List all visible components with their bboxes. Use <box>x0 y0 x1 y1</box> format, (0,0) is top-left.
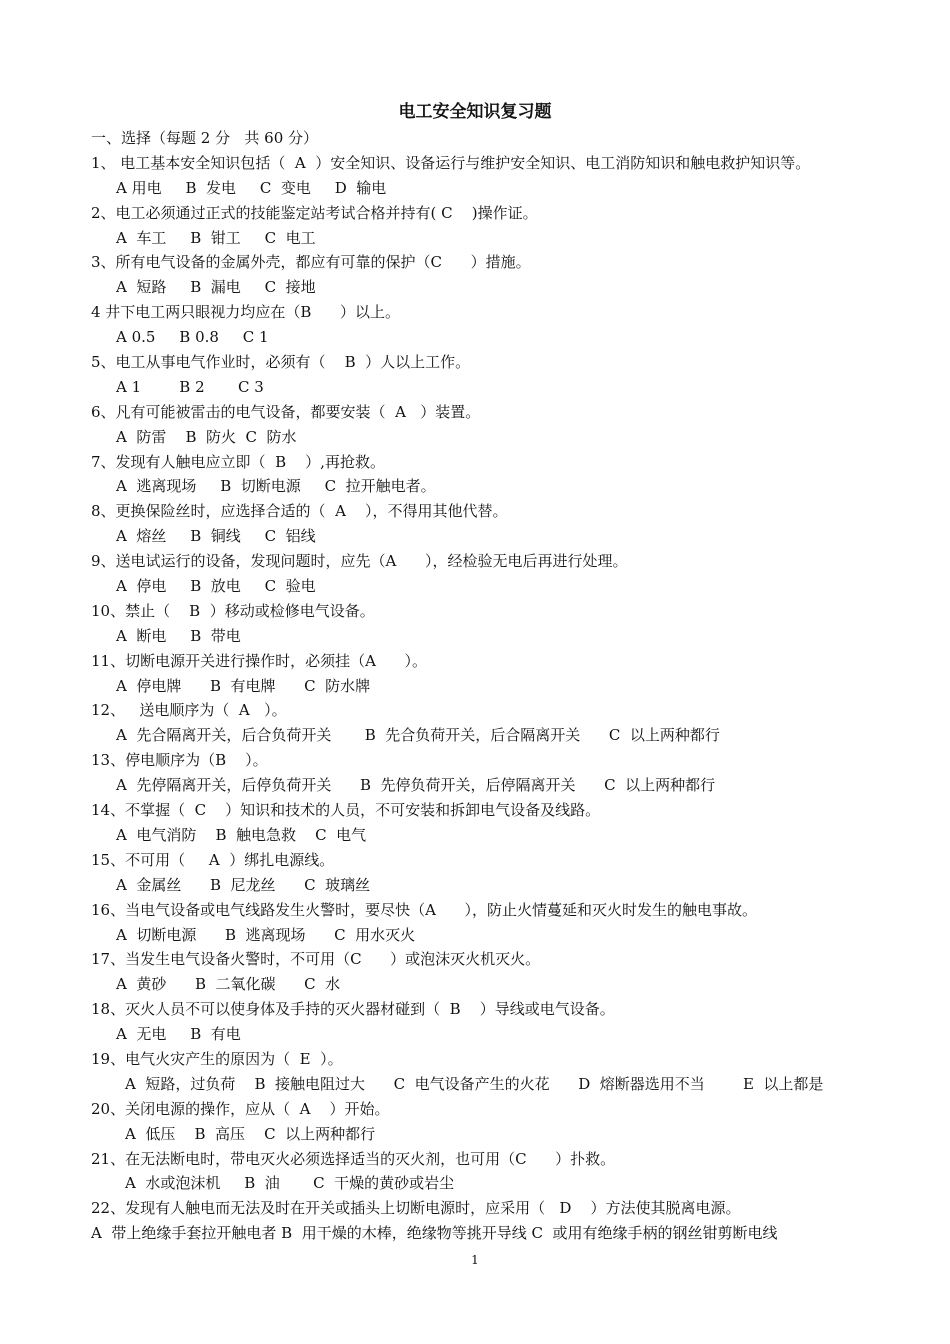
options-line: A 1 B 2 C 3 <box>116 377 264 396</box>
options-line: A 无电 B 有电 <box>116 1025 241 1044</box>
options-line: A 短路 B 漏电 C 接地 <box>116 278 316 297</box>
question-line: 5、电工从事电气作业时，必须有（ B ）人以上工作。 <box>91 353 471 372</box>
question-line: 11、切断电源开关进行操作时，必须挂（A ）。 <box>91 651 428 670</box>
question-line: 7、发现有人触电应立即（ B ）,再抢救。 <box>91 452 385 471</box>
options-line: A 停电 B 放电 C 验电 <box>116 577 316 596</box>
options-line: A 水或泡沫机 B 油 C 干燥的黄砂或岩尘 <box>125 1174 455 1193</box>
question-line: 4 井下电工两只眼视力均应在（B ）以上。 <box>91 303 400 322</box>
question-line: 9、送电试运行的设备，发现问题时，应先（A ），经检验无电后再进行处理。 <box>91 552 628 571</box>
options-line: A 逃离现场 B 切断电源 C 拉开触电者。 <box>116 477 436 496</box>
options-line: A 用电 B 发电 C 变电 D 输电 <box>116 178 387 197</box>
section-heading: 一、选择（每题 2 分 共 60 分） <box>91 129 319 147</box>
options-line: A 断电 B 带电 <box>116 626 241 645</box>
page-title: 电工安全知识复习题 <box>398 102 552 122</box>
question-line: 12、 送电顺序为（ A ）。 <box>91 701 287 720</box>
question-line: 16、当电气设备或电气线路发生火警时，要尽快（A ），防止火情蔓延和灭火时发生的触电事故。 <box>91 900 758 919</box>
question-line: 8、更换保险丝时，应选择合适的（ A ），不得用其他代替。 <box>91 502 508 521</box>
options-line: A 黄砂 B 二氧化碳 C 水 <box>116 975 341 994</box>
question-line: 10、禁止（ B ）移动或检修电气设备。 <box>91 601 375 620</box>
options-line: A 短路，过负荷 B 接触电阻过大 C 电气设备产生的火花 D 熔断器选用不当 E 以上都是 <box>125 1074 824 1093</box>
question-line: 15、不可用（ A ）绑扎电源线。 <box>91 850 335 869</box>
question-line: 2、电工必须通过正式的技能鉴定站考试合格并持有( C )操作证。 <box>91 203 538 222</box>
question-line: 20、关闭电源的操作，应从（ A ）开始。 <box>91 1099 390 1118</box>
question-line: 13、停电顺序为（B ）。 <box>91 751 268 770</box>
options-line: A 电气消防 B 触电急救 C 电气 <box>116 825 367 844</box>
question-line: 6、凡有可能被雷击的电气设备，都要安装（ A ）装置。 <box>91 402 481 421</box>
options-line: A 切断电源 B 逃离现场 C 用水灭火 <box>116 925 416 944</box>
question-line: 17、当发生电气设备火警时，不可用（C ）或泡沫灭火机灭火。 <box>91 950 541 969</box>
question-line: 14、不掌握（ C ）知识和技术的人员，不可安装和拆卸电气设备及线路。 <box>91 801 601 820</box>
options-line: A 低压 B 高压 C 以上两种都行 <box>125 1124 376 1143</box>
question-line: 1、 电工基本安全知识包括（ A ）安全知识、设备运行与维护安全知识、电工消防知识和触电救护知识等。 <box>91 153 811 172</box>
options-line: A 车工 B 钳工 C 电工 <box>116 228 316 247</box>
options-line: A 带上绝缘手套拉开触电者 B 用干燥的木棒，绝缘物等挑开导线 C 或用有绝缘手柄的钢丝钳剪断电线 <box>91 1224 778 1243</box>
question-line: 22、发现有人触电而无法及时在开关或插头上切断电源时，应采用（ D ）方法使其脱离电源。 <box>91 1199 741 1218</box>
options-line: A 防雷 B 防火 C 防水 <box>116 427 297 446</box>
question-line: 19、电气火灾产生的原因为（ E ）。 <box>91 1049 343 1068</box>
question-list <box>91 126 881 1246</box>
options-line: A 先停隔离开关，后停负荷开关 B 先停负荷开关，后停隔离开关 C 以上两种都行 <box>116 776 716 795</box>
options-line: A 停电牌 B 有电牌 C 防水牌 <box>116 676 371 695</box>
question-line: 21、在无法断电时，带电灭火必须选择适当的灭火剂，也可用（C ）扑救。 <box>91 1149 616 1168</box>
options-line: A 先合隔离开关，后合负荷开关 B 先合负荷开关，后合隔离开关 C 以上两种都行 <box>116 726 720 745</box>
options-line: A 0.5 B 0.8 C 1 <box>116 328 269 347</box>
options-line: A 熔丝 B 铜线 C 铝线 <box>116 527 316 546</box>
page-number: 1 <box>471 1253 479 1267</box>
question-line: 18、灭火人员不可以使身体及手持的灭火器材碰到（ B ）导线或电气设备。 <box>91 1000 615 1019</box>
options-line: A 金属丝 B 尼龙丝 C 玻璃丝 <box>116 875 371 894</box>
question-line: 3、所有电气设备的金属外壳，都应有可靠的保护（C ）措施。 <box>91 253 531 272</box>
